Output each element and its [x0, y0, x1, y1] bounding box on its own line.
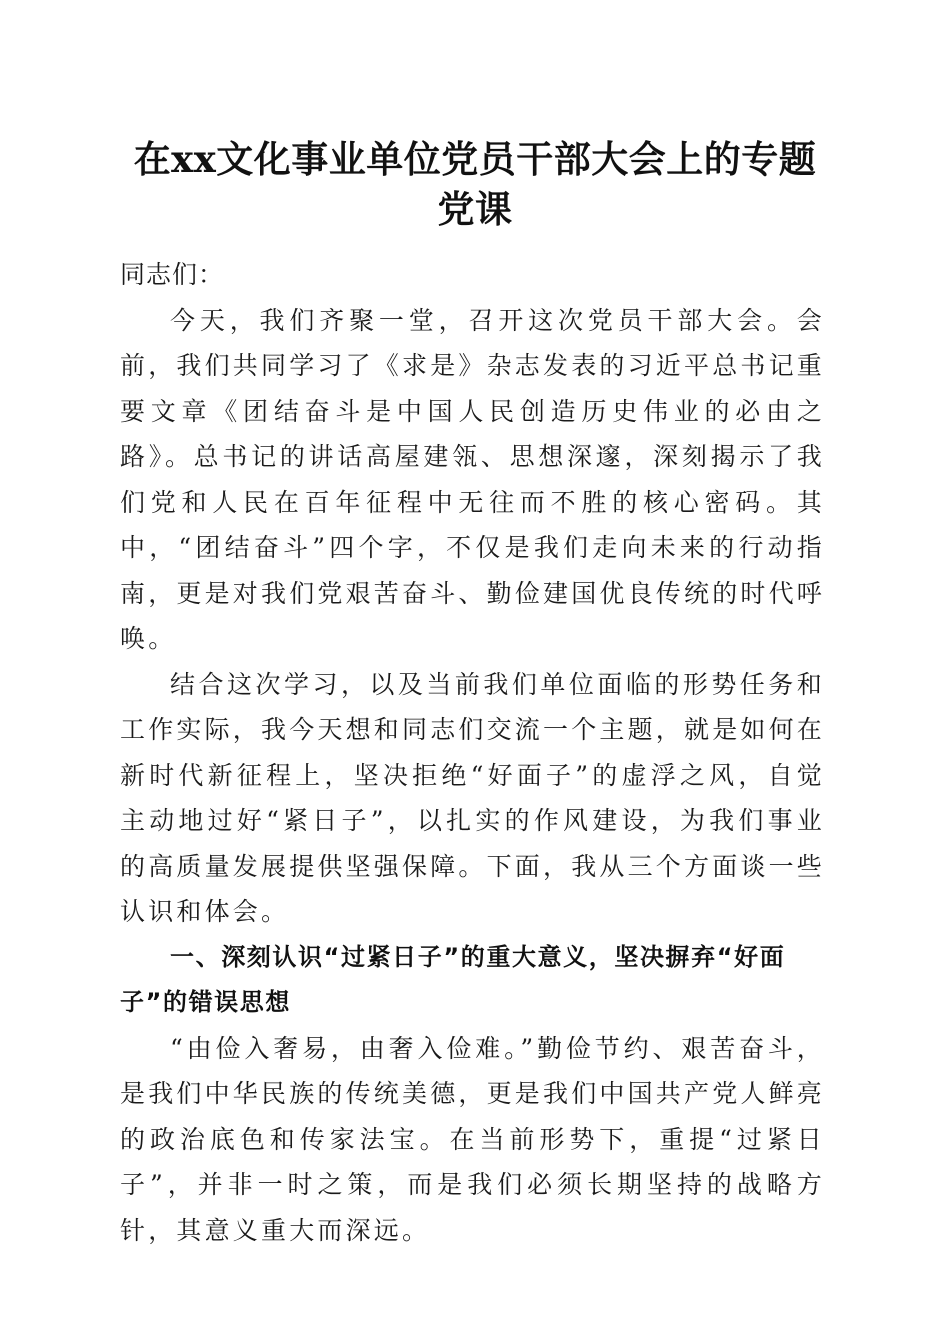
salutation: 同志们：	[120, 260, 225, 289]
section-heading-1: 一、深刻认识“过紧日子”的重大意义，坚决摒弃“好面子”的错误思想	[120, 942, 786, 1016]
document-body	[120, 252, 825, 1253]
paragraph-opening: 今天，我们齐聚一堂，召开这次党员干部大会。会前，我们共同学习了《求是》杂志发表的习近平总书记重要文章《团结奋斗是中国人民创造历史伟业的必由之路》。总书记的讲话高屋建瓴、思想深邃，深刻揭示了我们党和人民在百年征程中无往而不胜的核心密码。其中，“团结奋斗”四个字，不仅是我们走向未来的行动指南，更是对我们党艰苦奋斗、勤俭建国优良传统的时代呼唤。	[120, 305, 826, 653]
section-1-paragraph: “由俭入奢易，由奢入俭难。”勤俭节约、艰苦奋斗，是我们中华民族的传统美德，更是我们中国共产党人鲜亮的政治底色和传家法宝。在当前形势下，重提“过紧日子”，并非一时之策，而是我们必须长期坚持的战略方针，其意义重大而深远。	[120, 1033, 826, 1245]
paragraph-theme: 结合这次学习，以及当前我们单位面临的形势任务和工作实际，我今天想和同志们交流一个主题，就是如何在新时代新征程上，坚决拒绝“好面子”的虚浮之风，自觉主动地过好“紧日子”，以扎实的作风建设，为我们事业的高质量发展提供坚强保障。下面，我从三个方面谈一些认识和体会。	[120, 669, 826, 926]
document-title: 在xx文化事业单位党员干部大会上的专题党课	[133, 137, 817, 231]
